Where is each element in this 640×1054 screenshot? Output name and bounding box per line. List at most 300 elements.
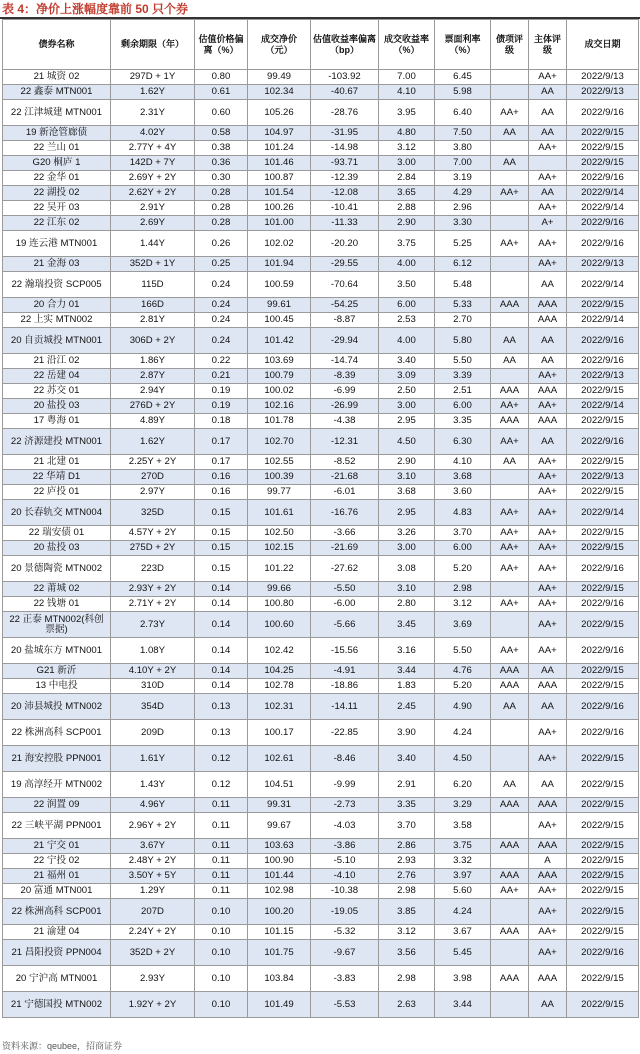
cell-issuer-rating: AA xyxy=(529,126,567,141)
cell-remaining-term: 1.86Y xyxy=(111,354,195,369)
cell-issue-rating: AA+ xyxy=(491,638,529,664)
cell-remaining-term: 2.81Y xyxy=(111,313,195,328)
cell-trade-clean-price: 99.49 xyxy=(248,70,311,85)
cell-valuation-yield-dev: -8.87 xyxy=(311,313,379,328)
cell-valuation-price-dev: 0.21 xyxy=(195,369,248,384)
cell-bond-name: 22 庐投 01 xyxy=(3,485,111,500)
cell-trade-date: 2022/9/15 xyxy=(567,798,639,813)
cell-trade-date: 2022/9/15 xyxy=(567,884,639,899)
cell-issuer-rating: AA+ xyxy=(529,171,567,186)
cell-trade-yield: 2.95 xyxy=(379,414,435,429)
cell-trade-yield: 2.45 xyxy=(379,694,435,720)
cell-coupon-rate: 3.70 xyxy=(435,526,491,541)
cell-valuation-yield-dev: -21.69 xyxy=(311,541,379,556)
table-row xyxy=(3,201,639,216)
header-trade-yield: 成交收益率（%） xyxy=(379,20,435,70)
cell-coupon-rate: 5.25 xyxy=(435,231,491,257)
cell-trade-date: 2022/9/15 xyxy=(567,485,639,500)
cell-remaining-term: 297D + 1Y xyxy=(111,70,195,85)
cell-valuation-yield-dev: -4.10 xyxy=(311,869,379,884)
cell-trade-date: 2022/9/15 xyxy=(567,772,639,798)
cell-issue-rating xyxy=(491,854,529,869)
cell-remaining-term: 1.08Y xyxy=(111,638,195,664)
cell-valuation-yield-dev: -8.39 xyxy=(311,369,379,384)
cell-trade-yield: 2.76 xyxy=(379,869,435,884)
cell-coupon-rate: 2.51 xyxy=(435,384,491,399)
cell-valuation-price-dev: 0.28 xyxy=(195,201,248,216)
cell-valuation-yield-dev: -9.99 xyxy=(311,772,379,798)
cell-trade-clean-price: 100.02 xyxy=(248,384,311,399)
cell-valuation-yield-dev: -103.92 xyxy=(311,70,379,85)
cell-issuer-rating: AAA xyxy=(529,966,567,992)
cell-trade-clean-price: 102.42 xyxy=(248,638,311,664)
cell-valuation-yield-dev: -29.55 xyxy=(311,257,379,272)
table-row xyxy=(3,141,639,156)
cell-remaining-term: 1.43Y xyxy=(111,772,195,798)
cell-trade-clean-price: 100.17 xyxy=(248,720,311,746)
table-row xyxy=(3,231,639,257)
cell-trade-yield: 3.12 xyxy=(379,925,435,940)
table-row xyxy=(3,664,639,679)
cell-trade-date: 2022/9/15 xyxy=(567,925,639,940)
cell-bond-name: 22 兰山 01 xyxy=(3,141,111,156)
cell-coupon-rate: 4.24 xyxy=(435,899,491,925)
cell-issue-rating xyxy=(491,612,529,638)
cell-issuer-rating: AA xyxy=(529,429,567,455)
cell-bond-name: 22 鑫泰 MTN001 xyxy=(3,85,111,100)
table-row xyxy=(3,328,639,354)
cell-issuer-rating: AA+ xyxy=(529,720,567,746)
cell-trade-clean-price: 100.59 xyxy=(248,272,311,298)
header-issuer-rating: 主体评级 xyxy=(529,20,567,70)
cell-issue-rating xyxy=(491,720,529,746)
cell-coupon-rate: 4.76 xyxy=(435,664,491,679)
cell-trade-clean-price: 101.46 xyxy=(248,156,311,171)
cell-valuation-price-dev: 0.36 xyxy=(195,156,248,171)
cell-bond-name: 20 长春轨交 MTN004 xyxy=(3,500,111,526)
cell-trade-clean-price: 102.78 xyxy=(248,679,311,694)
cell-remaining-term: 3.67Y xyxy=(111,839,195,854)
table-row xyxy=(3,940,639,966)
cell-trade-date: 2022/9/15 xyxy=(567,992,639,1018)
source-note: 资料来源：qeubee，招商证券 xyxy=(2,1041,123,1051)
cell-valuation-price-dev: 0.28 xyxy=(195,216,248,231)
cell-bond-name: 17 粤海 01 xyxy=(3,414,111,429)
table-row xyxy=(3,899,639,925)
cell-trade-date: 2022/9/16 xyxy=(567,216,639,231)
cell-trade-clean-price: 100.90 xyxy=(248,854,311,869)
cell-valuation-price-dev: 0.25 xyxy=(195,257,248,272)
cell-trade-date: 2022/9/15 xyxy=(567,298,639,313)
cell-valuation-price-dev: 0.14 xyxy=(195,597,248,612)
cell-issuer-rating: AA+ xyxy=(529,526,567,541)
cell-valuation-price-dev: 0.16 xyxy=(195,470,248,485)
cell-valuation-price-dev: 0.16 xyxy=(195,485,248,500)
cell-issue-rating: AA+ xyxy=(491,541,529,556)
table-row xyxy=(3,798,639,813)
cell-valuation-price-dev: 0.10 xyxy=(195,966,248,992)
cell-trade-yield: 2.84 xyxy=(379,171,435,186)
cell-valuation-price-dev: 0.24 xyxy=(195,298,248,313)
cell-coupon-rate: 3.29 xyxy=(435,798,491,813)
cell-issue-rating xyxy=(491,746,529,772)
cell-remaining-term: 2.62Y + 2Y xyxy=(111,186,195,201)
cell-valuation-price-dev: 0.61 xyxy=(195,85,248,100)
cell-trade-clean-price: 101.44 xyxy=(248,869,311,884)
cell-trade-yield: 3.00 xyxy=(379,541,435,556)
cell-valuation-yield-dev: -19.05 xyxy=(311,899,379,925)
cell-trade-date: 2022/9/15 xyxy=(567,612,639,638)
cell-remaining-term: 4.89Y xyxy=(111,414,195,429)
table-row xyxy=(3,216,639,231)
cell-remaining-term: 4.10Y + 2Y xyxy=(111,664,195,679)
header-remaining-term: 剩余期限（年） xyxy=(111,20,195,70)
table-row xyxy=(3,485,639,500)
cell-valuation-yield-dev: -3.86 xyxy=(311,839,379,854)
cell-remaining-term: 2.48Y + 2Y xyxy=(111,854,195,869)
cell-issuer-rating: AA+ xyxy=(529,70,567,85)
cell-coupon-rate: 5.98 xyxy=(435,85,491,100)
cell-coupon-rate: 4.29 xyxy=(435,186,491,201)
cell-trade-yield: 3.26 xyxy=(379,526,435,541)
cell-trade-yield: 4.80 xyxy=(379,126,435,141)
cell-coupon-rate: 3.75 xyxy=(435,839,491,854)
cell-remaining-term: 2.93Y xyxy=(111,966,195,992)
cell-valuation-price-dev: 0.11 xyxy=(195,813,248,839)
cell-trade-yield: 4.00 xyxy=(379,328,435,354)
header-row xyxy=(3,20,639,70)
table-row xyxy=(3,839,639,854)
cell-bond-name: 21 昌阳投资 PPN004 xyxy=(3,940,111,966)
cell-bond-name: 21 金海 03 xyxy=(3,257,111,272)
cell-remaining-term: 4.57Y + 2Y xyxy=(111,526,195,541)
header-trade-date: 成交日期 xyxy=(567,20,639,70)
cell-bond-name: 22 苏交 01 xyxy=(3,384,111,399)
cell-trade-clean-price: 101.78 xyxy=(248,414,311,429)
cell-issuer-rating: AA xyxy=(529,354,567,369)
cell-remaining-term: 142D + 7Y xyxy=(111,156,195,171)
cell-remaining-term: 207D xyxy=(111,899,195,925)
cell-bond-name: 20 自贡城投 MTN001 xyxy=(3,328,111,354)
cell-valuation-price-dev: 0.15 xyxy=(195,556,248,582)
cell-trade-date: 2022/9/13 xyxy=(567,470,639,485)
cell-bond-name: 21 海安控股 PPN001 xyxy=(3,746,111,772)
cell-trade-yield: 3.08 xyxy=(379,556,435,582)
cell-trade-clean-price: 100.60 xyxy=(248,612,311,638)
cell-issue-rating: AAA xyxy=(491,414,529,429)
cell-issue-rating xyxy=(491,485,529,500)
cell-trade-clean-price: 99.31 xyxy=(248,798,311,813)
cell-trade-clean-price: 102.98 xyxy=(248,884,311,899)
cell-issue-rating: AA xyxy=(491,354,529,369)
cell-issuer-rating: AAA xyxy=(529,869,567,884)
cell-valuation-yield-dev: -18.86 xyxy=(311,679,379,694)
cell-bond-name: 20 富通 MTN001 xyxy=(3,884,111,899)
cell-trade-date: 2022/9/15 xyxy=(567,384,639,399)
cell-trade-date: 2022/9/14 xyxy=(567,500,639,526)
cell-coupon-rate: 3.12 xyxy=(435,597,491,612)
cell-valuation-price-dev: 0.10 xyxy=(195,940,248,966)
cell-trade-date: 2022/9/15 xyxy=(567,664,639,679)
cell-issuer-rating: AA xyxy=(529,186,567,201)
cell-valuation-yield-dev: -3.66 xyxy=(311,526,379,541)
cell-valuation-yield-dev: -12.31 xyxy=(311,429,379,455)
cell-bond-name: 22 吴开 03 xyxy=(3,201,111,216)
cell-trade-yield: 3.75 xyxy=(379,231,435,257)
cell-valuation-price-dev: 0.24 xyxy=(195,313,248,328)
cell-bond-name: 22 上实 MTN002 xyxy=(3,313,111,328)
cell-remaining-term: 276D + 2Y xyxy=(111,399,195,414)
cell-coupon-rate: 5.50 xyxy=(435,638,491,664)
cell-issue-rating xyxy=(491,313,529,328)
table-row xyxy=(3,429,639,455)
cell-remaining-term: 2.71Y + 2Y xyxy=(111,597,195,612)
cell-trade-date: 2022/9/15 xyxy=(567,966,639,992)
cell-coupon-rate: 3.80 xyxy=(435,141,491,156)
cell-coupon-rate: 3.32 xyxy=(435,854,491,869)
cell-trade-date: 2022/9/16 xyxy=(567,328,639,354)
cell-trade-clean-price: 102.31 xyxy=(248,694,311,720)
table-row xyxy=(3,414,639,429)
cell-remaining-term: 352D + 2Y xyxy=(111,940,195,966)
cell-issuer-rating: AA+ xyxy=(529,470,567,485)
cell-issuer-rating: AAA xyxy=(529,384,567,399)
cell-trade-clean-price: 101.61 xyxy=(248,500,311,526)
cell-coupon-rate: 3.60 xyxy=(435,485,491,500)
table-row xyxy=(3,100,639,126)
cell-trade-date: 2022/9/15 xyxy=(567,526,639,541)
cell-bond-name: G20 桐庐 1 xyxy=(3,156,111,171)
cell-valuation-yield-dev: -8.46 xyxy=(311,746,379,772)
cell-issuer-rating: AA xyxy=(529,85,567,100)
cell-valuation-yield-dev: -31.95 xyxy=(311,126,379,141)
cell-valuation-yield-dev: -14.11 xyxy=(311,694,379,720)
cell-issue-rating xyxy=(491,201,529,216)
cell-bond-name: 20 合力 01 xyxy=(3,298,111,313)
cell-issue-rating xyxy=(491,992,529,1018)
cell-coupon-rate: 3.35 xyxy=(435,414,491,429)
cell-trade-date: 2022/9/15 xyxy=(567,141,639,156)
cell-valuation-price-dev: 0.24 xyxy=(195,272,248,298)
cell-issuer-rating: AA xyxy=(529,772,567,798)
cell-valuation-price-dev: 0.19 xyxy=(195,399,248,414)
cell-trade-clean-price: 102.50 xyxy=(248,526,311,541)
cell-valuation-yield-dev: -12.08 xyxy=(311,186,379,201)
cell-issuer-rating: AA xyxy=(529,992,567,1018)
table-row xyxy=(3,992,639,1018)
cell-trade-clean-price: 102.55 xyxy=(248,455,311,470)
cell-trade-yield: 2.53 xyxy=(379,313,435,328)
cell-trade-date: 2022/9/14 xyxy=(567,399,639,414)
cell-trade-date: 2022/9/16 xyxy=(567,556,639,582)
cell-bond-name: 22 江东 02 xyxy=(3,216,111,231)
header-trade-clean-price: 成交净价（元） xyxy=(248,20,311,70)
cell-trade-yield: 3.50 xyxy=(379,272,435,298)
cell-trade-yield: 2.50 xyxy=(379,384,435,399)
cell-coupon-rate: 5.60 xyxy=(435,884,491,899)
cell-issuer-rating: AAA xyxy=(529,414,567,429)
cell-remaining-term: 1.62Y xyxy=(111,429,195,455)
cell-trade-date: 2022/9/16 xyxy=(567,638,639,664)
cell-coupon-rate: 3.69 xyxy=(435,612,491,638)
cell-issue-rating xyxy=(491,899,529,925)
table-caption: 表 4：净价上涨幅度靠前 50 只个券 xyxy=(2,2,189,16)
cell-issue-rating: AA+ xyxy=(491,556,529,582)
cell-trade-clean-price: 103.84 xyxy=(248,966,311,992)
cell-coupon-rate: 3.44 xyxy=(435,992,491,1018)
cell-trade-yield: 3.90 xyxy=(379,720,435,746)
cell-remaining-term: 2.24Y + 2Y xyxy=(111,925,195,940)
cell-trade-clean-price: 100.87 xyxy=(248,171,311,186)
cell-remaining-term: 354D xyxy=(111,694,195,720)
cell-valuation-price-dev: 0.14 xyxy=(195,679,248,694)
cell-trade-clean-price: 102.70 xyxy=(248,429,311,455)
cell-issuer-rating: AA+ xyxy=(529,257,567,272)
cell-bond-name: 20 盐投 03 xyxy=(3,399,111,414)
cell-bond-name: 21 沿江 02 xyxy=(3,354,111,369)
cell-trade-date: 2022/9/16 xyxy=(567,100,639,126)
cell-coupon-rate: 4.50 xyxy=(435,746,491,772)
cell-trade-date: 2022/9/15 xyxy=(567,854,639,869)
cell-trade-clean-price: 101.15 xyxy=(248,925,311,940)
cell-issue-rating xyxy=(491,940,529,966)
table-row xyxy=(3,126,639,141)
cell-issue-rating xyxy=(491,171,529,186)
table-row xyxy=(3,313,639,328)
header-coupon-rate: 票面利率（%） xyxy=(435,20,491,70)
cell-issuer-rating: A xyxy=(529,854,567,869)
cell-valuation-yield-dev: -27.62 xyxy=(311,556,379,582)
cell-remaining-term: 325D xyxy=(111,500,195,526)
cell-valuation-price-dev: 0.38 xyxy=(195,141,248,156)
cell-trade-yield: 2.98 xyxy=(379,884,435,899)
cell-trade-yield: 2.98 xyxy=(379,966,435,992)
bond-table xyxy=(2,19,639,1018)
table-row xyxy=(3,597,639,612)
cell-bond-name: 20 景德陶瓷 MTN002 xyxy=(3,556,111,582)
cell-remaining-term: 223D xyxy=(111,556,195,582)
cell-issue-rating: AA xyxy=(491,455,529,470)
cell-coupon-rate: 6.12 xyxy=(435,257,491,272)
cell-trade-yield: 4.10 xyxy=(379,85,435,100)
table-row xyxy=(3,455,639,470)
cell-remaining-term: 2.96Y + 2Y xyxy=(111,813,195,839)
cell-remaining-term: 166D xyxy=(111,298,195,313)
cell-valuation-yield-dev: -22.85 xyxy=(311,720,379,746)
cell-remaining-term: 275D + 2Y xyxy=(111,541,195,556)
cell-bond-name: 19 连云港 MTN001 xyxy=(3,231,111,257)
cell-trade-yield: 2.93 xyxy=(379,854,435,869)
cell-issue-rating: AA+ xyxy=(491,186,529,201)
cell-issuer-rating: AAA xyxy=(529,798,567,813)
cell-remaining-term: 2.77Y + 4Y xyxy=(111,141,195,156)
cell-trade-yield: 3.85 xyxy=(379,899,435,925)
table-row xyxy=(3,272,639,298)
header-valuation-yield-dev: 估值收益率偏离（bp） xyxy=(311,20,379,70)
cell-trade-yield: 3.56 xyxy=(379,940,435,966)
cell-trade-yield: 3.40 xyxy=(379,746,435,772)
cell-remaining-term: 310D xyxy=(111,679,195,694)
cell-valuation-yield-dev: -2.73 xyxy=(311,798,379,813)
cell-trade-yield: 3.00 xyxy=(379,399,435,414)
cell-trade-yield: 6.00 xyxy=(379,298,435,313)
cell-coupon-rate: 6.00 xyxy=(435,541,491,556)
cell-trade-yield: 2.88 xyxy=(379,201,435,216)
cell-valuation-yield-dev: -4.38 xyxy=(311,414,379,429)
cell-trade-yield: 4.50 xyxy=(379,429,435,455)
cell-coupon-rate: 4.83 xyxy=(435,500,491,526)
cell-trade-date: 2022/9/14 xyxy=(567,201,639,216)
cell-bond-name: 22 莆城 02 xyxy=(3,582,111,597)
cell-issuer-rating: AA+ xyxy=(529,925,567,940)
cell-issuer-rating: AA+ xyxy=(529,556,567,582)
cell-trade-clean-price: 100.20 xyxy=(248,899,311,925)
cell-valuation-price-dev: 0.80 xyxy=(195,70,248,85)
header-bond-name: 债券名称 xyxy=(3,20,111,70)
table-row xyxy=(3,884,639,899)
cell-trade-date: 2022/9/15 xyxy=(567,455,639,470)
table-row xyxy=(3,399,639,414)
cell-issue-rating: AA xyxy=(491,156,529,171)
cell-bond-name: 20 沛县城投 MTN002 xyxy=(3,694,111,720)
cell-valuation-yield-dev: -10.38 xyxy=(311,884,379,899)
cell-valuation-price-dev: 0.13 xyxy=(195,720,248,746)
cell-remaining-term: 209D xyxy=(111,720,195,746)
cell-coupon-rate: 3.19 xyxy=(435,171,491,186)
cell-issuer-rating: AA+ xyxy=(529,201,567,216)
cell-issue-rating: AA+ xyxy=(491,231,529,257)
cell-bond-name: 22 润置 09 xyxy=(3,798,111,813)
cell-issuer-rating: AA+ xyxy=(529,455,567,470)
cell-bond-name: 22 株洲高科 SCP001 xyxy=(3,720,111,746)
cell-valuation-yield-dev: -6.99 xyxy=(311,384,379,399)
cell-bond-name: 22 江津城建 MTN001 xyxy=(3,100,111,126)
cell-valuation-price-dev: 0.11 xyxy=(195,884,248,899)
cell-remaining-term: 1.29Y xyxy=(111,884,195,899)
cell-trade-clean-price: 101.24 xyxy=(248,141,311,156)
cell-trade-yield: 2.86 xyxy=(379,839,435,854)
cell-valuation-yield-dev: -11.33 xyxy=(311,216,379,231)
cell-trade-yield: 3.68 xyxy=(379,485,435,500)
cell-issue-rating: AAA xyxy=(491,966,529,992)
cell-issue-rating: AA xyxy=(491,328,529,354)
cell-issuer-rating: AA+ xyxy=(529,541,567,556)
cell-issuer-rating: AA+ xyxy=(529,746,567,772)
cell-issuer-rating: AA+ xyxy=(529,899,567,925)
cell-trade-clean-price: 101.49 xyxy=(248,992,311,1018)
cell-coupon-rate: 3.68 xyxy=(435,470,491,485)
cell-issue-rating: AA+ xyxy=(491,429,529,455)
cell-trade-clean-price: 100.26 xyxy=(248,201,311,216)
cell-trade-yield: 3.65 xyxy=(379,186,435,201)
cell-valuation-yield-dev: -12.39 xyxy=(311,171,379,186)
cell-trade-yield: 1.83 xyxy=(379,679,435,694)
cell-trade-date: 2022/9/16 xyxy=(567,597,639,612)
cell-trade-yield: 3.09 xyxy=(379,369,435,384)
cell-valuation-price-dev: 0.15 xyxy=(195,500,248,526)
table-row xyxy=(3,85,639,100)
cell-coupon-rate: 5.20 xyxy=(435,556,491,582)
cell-trade-yield: 3.16 xyxy=(379,638,435,664)
table-row xyxy=(3,813,639,839)
cell-valuation-price-dev: 0.11 xyxy=(195,798,248,813)
table-row xyxy=(3,869,639,884)
cell-bond-name: 22 宁投 02 xyxy=(3,854,111,869)
table-row xyxy=(3,966,639,992)
cell-remaining-term: 2.31Y xyxy=(111,100,195,126)
cell-coupon-rate: 5.33 xyxy=(435,298,491,313)
cell-trade-date: 2022/9/16 xyxy=(567,720,639,746)
